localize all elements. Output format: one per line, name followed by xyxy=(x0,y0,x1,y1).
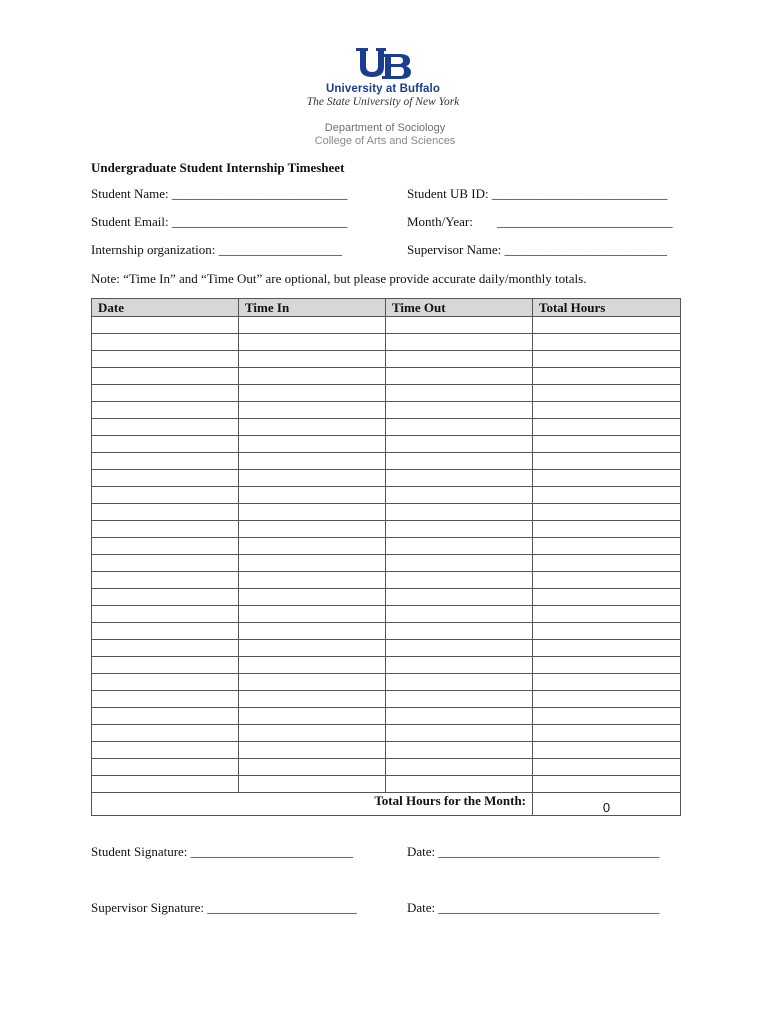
supervisor-signature-field[interactable]: Supervisor Signature: _______________________ xyxy=(91,900,357,915)
table-row xyxy=(92,742,681,759)
total-hours-cell[interactable] xyxy=(533,521,681,538)
time-out-cell[interactable] xyxy=(386,487,533,504)
table-row xyxy=(92,504,681,521)
time-in-cell[interactable] xyxy=(239,521,386,538)
time-in-cell[interactable] xyxy=(239,589,386,606)
time-in-cell[interactable] xyxy=(239,725,386,742)
time-out-cell[interactable] xyxy=(386,691,533,708)
total-hours-cell[interactable] xyxy=(533,538,681,555)
time-out-cell[interactable] xyxy=(386,555,533,572)
table-row xyxy=(92,589,681,606)
table-row xyxy=(92,725,681,742)
date-cell[interactable] xyxy=(92,385,239,402)
table-row xyxy=(92,538,681,555)
time-in-cell[interactable] xyxy=(239,640,386,657)
time-out-cell[interactable] xyxy=(386,521,533,538)
table-row xyxy=(92,368,681,385)
time-out-cell[interactable] xyxy=(386,589,533,606)
total-hours-cell[interactable] xyxy=(533,623,681,640)
date-cell[interactable] xyxy=(92,351,239,368)
table-row xyxy=(92,351,681,368)
note-text: Note: “Time In” and “Time Out” are optional, but please provide accurate daily/monthly totals. xyxy=(91,271,587,286)
date-cell[interactable] xyxy=(92,487,239,504)
time-in-cell[interactable] xyxy=(239,759,386,776)
student-ub-id-field[interactable]: Student UB ID: ___________________________ xyxy=(407,186,668,201)
date-cell[interactable] xyxy=(92,640,239,657)
column-header-time-out: Time Out xyxy=(386,299,533,317)
date-cell[interactable] xyxy=(92,317,239,334)
table-row xyxy=(92,691,681,708)
time-out-cell[interactable] xyxy=(386,419,533,436)
time-in-cell[interactable] xyxy=(239,351,386,368)
table-row xyxy=(92,606,681,623)
total-hours-cell[interactable] xyxy=(533,504,681,521)
total-hours-cell[interactable] xyxy=(533,385,681,402)
table-row xyxy=(92,317,681,334)
date-cell[interactable] xyxy=(92,521,239,538)
total-hours-cell[interactable] xyxy=(533,657,681,674)
date-cell[interactable] xyxy=(92,657,239,674)
table-row xyxy=(92,470,681,487)
table-row xyxy=(92,759,681,776)
total-hours-cell[interactable] xyxy=(533,487,681,504)
table-row xyxy=(92,436,681,453)
table-row xyxy=(92,708,681,725)
time-in-cell[interactable] xyxy=(239,708,386,725)
form-title: Undergraduate Student Internship Timesheet xyxy=(91,160,345,175)
total-hours-cell[interactable] xyxy=(533,436,681,453)
total-hours-cell[interactable] xyxy=(533,317,681,334)
total-hours-cell[interactable] xyxy=(533,759,681,776)
total-hours-cell[interactable] xyxy=(533,368,681,385)
date-cell[interactable] xyxy=(92,606,239,623)
date-cell[interactable] xyxy=(92,742,239,759)
table-row xyxy=(92,521,681,538)
time-in-cell[interactable] xyxy=(239,674,386,691)
column-header-date: Date xyxy=(92,299,239,317)
time-out-cell[interactable] xyxy=(386,742,533,759)
time-in-cell[interactable] xyxy=(239,334,386,351)
total-hours-cell[interactable] xyxy=(533,555,681,572)
time-out-cell[interactable] xyxy=(386,453,533,470)
time-out-cell[interactable] xyxy=(386,538,533,555)
date-cell[interactable] xyxy=(92,691,239,708)
date-cell[interactable] xyxy=(92,674,239,691)
date-cell[interactable] xyxy=(92,623,239,640)
date-cell[interactable] xyxy=(92,538,239,555)
time-in-cell[interactable] xyxy=(239,657,386,674)
time-in-cell[interactable] xyxy=(239,402,386,419)
time-out-cell[interactable] xyxy=(386,674,533,691)
time-out-cell[interactable] xyxy=(386,776,533,793)
time-out-cell[interactable] xyxy=(386,759,533,776)
timesheet-table xyxy=(91,298,681,816)
time-in-cell[interactable] xyxy=(239,691,386,708)
total-hours-cell[interactable] xyxy=(533,572,681,589)
month-year-label: Month/Year: xyxy=(407,214,473,229)
total-hours-cell[interactable] xyxy=(533,691,681,708)
date-cell[interactable] xyxy=(92,555,239,572)
total-hours-cell[interactable] xyxy=(533,640,681,657)
table-row xyxy=(92,453,681,470)
time-out-cell[interactable] xyxy=(386,623,533,640)
table-header-row xyxy=(92,299,681,317)
date-cell[interactable] xyxy=(92,572,239,589)
table-row xyxy=(92,674,681,691)
time-in-cell[interactable] xyxy=(239,385,386,402)
total-hours-cell[interactable] xyxy=(533,708,681,725)
time-in-cell[interactable] xyxy=(239,623,386,640)
date-cell[interactable] xyxy=(92,470,239,487)
total-hours-cell[interactable] xyxy=(533,334,681,351)
student-email-field[interactable]: Student Email: ___________________________ xyxy=(91,214,348,229)
table-row xyxy=(92,334,681,351)
total-hours-cell[interactable] xyxy=(533,674,681,691)
ub-logo xyxy=(354,46,412,80)
time-out-cell[interactable] xyxy=(386,351,533,368)
table-row xyxy=(92,623,681,640)
time-out-cell[interactable] xyxy=(386,317,533,334)
total-hours-cell[interactable] xyxy=(533,776,681,793)
time-out-cell[interactable] xyxy=(386,470,533,487)
date-cell[interactable] xyxy=(92,419,239,436)
total-hours-label: Total Hours for the Month: xyxy=(92,793,533,816)
total-row xyxy=(92,793,681,816)
month-year-field[interactable]: ___________________________ xyxy=(497,214,673,229)
time-in-cell[interactable] xyxy=(239,487,386,504)
table-row xyxy=(92,402,681,419)
date-cell[interactable] xyxy=(92,402,239,419)
time-out-cell[interactable] xyxy=(386,657,533,674)
time-out-cell[interactable] xyxy=(386,606,533,623)
time-out-cell[interactable] xyxy=(386,504,533,521)
table-row xyxy=(92,487,681,504)
time-in-cell[interactable] xyxy=(239,572,386,589)
time-in-cell[interactable] xyxy=(239,504,386,521)
time-in-cell[interactable] xyxy=(239,453,386,470)
table-row xyxy=(92,419,681,436)
time-in-cell[interactable] xyxy=(239,538,386,555)
time-in-cell[interactable] xyxy=(239,419,386,436)
table-row xyxy=(92,555,681,572)
date-cell[interactable] xyxy=(92,368,239,385)
date-cell[interactable] xyxy=(92,725,239,742)
time-out-cell[interactable] xyxy=(386,385,533,402)
column-header-total-hours: Total Hours xyxy=(533,299,681,317)
total-hours-cell[interactable] xyxy=(533,419,681,436)
table-row xyxy=(92,776,681,793)
student-date-field[interactable]: Date: __________________________________ xyxy=(407,844,660,859)
time-out-cell[interactable] xyxy=(386,640,533,657)
date-cell[interactable] xyxy=(92,708,239,725)
total-hours-cell[interactable] xyxy=(533,470,681,487)
time-out-cell[interactable] xyxy=(386,436,533,453)
time-out-cell[interactable] xyxy=(386,572,533,589)
time-out-cell[interactable] xyxy=(386,725,533,742)
department-name: Department of Sociology xyxy=(324,122,446,134)
table-row xyxy=(92,572,681,589)
time-in-cell[interactable] xyxy=(239,470,386,487)
date-cell[interactable] xyxy=(92,504,239,521)
total-hours-cell[interactable] xyxy=(533,725,681,742)
time-in-cell[interactable] xyxy=(239,555,386,572)
supervisor-name-field[interactable]: Supervisor Name: _________________________ xyxy=(407,242,667,257)
total-hours-value[interactable]: 0 xyxy=(533,793,681,816)
total-hours-cell[interactable] xyxy=(533,402,681,419)
time-out-cell[interactable] xyxy=(386,402,533,419)
date-cell[interactable] xyxy=(92,453,239,470)
total-hours-cell[interactable] xyxy=(533,453,681,470)
student-signature-field[interactable]: Student Signature: _________________________ xyxy=(91,844,354,859)
time-in-cell[interactable] xyxy=(239,742,386,759)
date-cell[interactable] xyxy=(92,759,239,776)
time-in-cell[interactable] xyxy=(239,606,386,623)
time-in-cell[interactable] xyxy=(239,317,386,334)
state-university-name: The State University of New York xyxy=(306,96,460,108)
student-name-field[interactable]: Student Name: ___________________________ xyxy=(91,186,348,201)
date-cell[interactable] xyxy=(92,334,239,351)
date-cell[interactable] xyxy=(92,436,239,453)
table-row xyxy=(92,640,681,657)
total-hours-cell[interactable] xyxy=(533,589,681,606)
time-in-cell[interactable] xyxy=(239,436,386,453)
total-hours-cell[interactable] xyxy=(533,606,681,623)
college-name: College of Arts and Sciences xyxy=(314,135,456,147)
time-in-cell[interactable] xyxy=(239,368,386,385)
total-hours-cell[interactable] xyxy=(533,742,681,759)
time-in-cell[interactable] xyxy=(239,776,386,793)
time-out-cell[interactable] xyxy=(386,708,533,725)
university-name: University at Buffalo xyxy=(326,83,440,95)
time-out-cell[interactable] xyxy=(386,334,533,351)
total-hours-cell[interactable] xyxy=(533,351,681,368)
table-row xyxy=(92,385,681,402)
time-out-cell[interactable] xyxy=(386,368,533,385)
supervisor-date-field[interactable]: Date: __________________________________ xyxy=(407,900,660,915)
date-cell[interactable] xyxy=(92,589,239,606)
internship-organization-field[interactable]: Internship organization: ___________________ xyxy=(91,242,343,257)
column-header-time-in: Time In xyxy=(239,299,386,317)
table-row xyxy=(92,657,681,674)
date-cell[interactable] xyxy=(92,776,239,793)
